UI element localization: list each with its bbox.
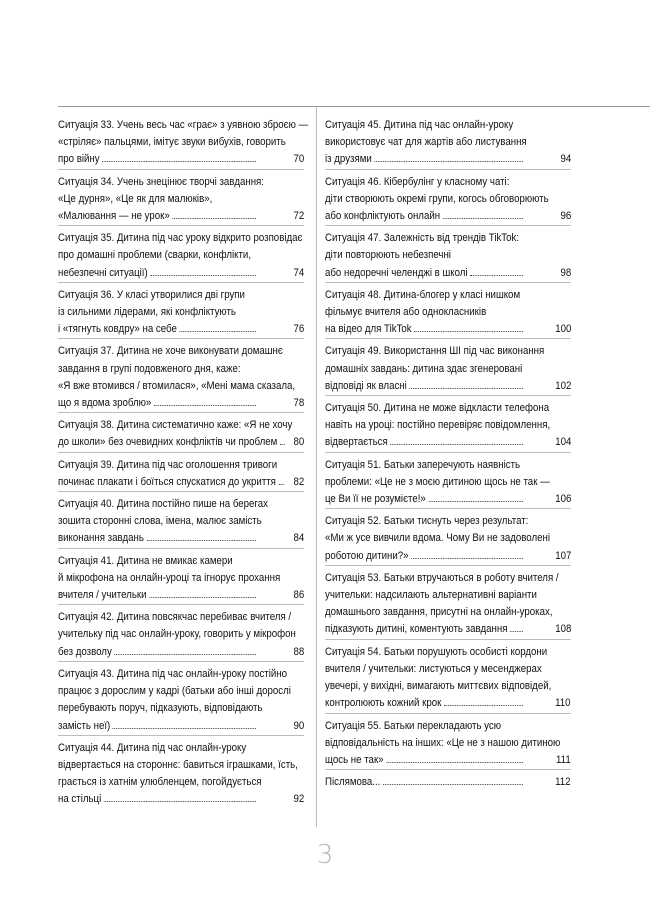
toc-entry-line [58, 395, 259, 412]
toc-entry[interactable] [325, 170, 571, 227]
dot-leader [411, 558, 523, 559]
column-divider [316, 107, 317, 827]
toc-entry-line: домашнього завдання, присутні на онлайн-уроках, [325, 606, 553, 619]
toc-entry[interactable] [58, 339, 304, 413]
toc-entry-line: навіть на уроці: постійно перевіряє повідомлення, [325, 419, 551, 432]
toc-entry-line [325, 548, 526, 565]
toc-page-number: 76 [293, 323, 304, 336]
toc-entry[interactable] [325, 283, 571, 340]
toc-entry-line: перебувають поруч, підказують, відповідають [58, 702, 263, 715]
toc-entry-line: Ситуація 36. У класі утворилися дві групи [58, 288, 245, 301]
toc-entry-line [325, 265, 526, 282]
toc-entry-line: фільмує вчителя або однокласників [325, 306, 487, 319]
toc-entry-text: вчителя / учительки [58, 589, 147, 602]
toc-entry[interactable] [325, 339, 571, 396]
toc-entry[interactable] [58, 549, 304, 606]
toc-entry-line [58, 587, 259, 604]
toc-entry-line: відвертається на стороннє: бавиться іграшками, їсть, [58, 758, 298, 771]
toc-entry-line [325, 621, 526, 638]
toc-entry-text: або недоречні челенджі в школі [325, 266, 468, 279]
toc-entry[interactable] [325, 509, 571, 566]
dot-leader [179, 331, 256, 332]
toc-entry[interactable] [58, 605, 304, 662]
toc-entry-line [58, 265, 259, 282]
toc-entry-line: «стріляє» пальцями, імітує звуки вибухів, говорить [58, 136, 286, 149]
toc-entry-line: Ситуація 53. Батьки втручаються в роботу вчителя / [325, 571, 559, 584]
toc-entry-line: увечері, у вихідні, вимагають миттєвих відповідей, [325, 680, 552, 693]
dot-leader [386, 762, 523, 763]
toc-entry[interactable] [325, 770, 571, 791]
toc-entry-text: роботою дитини?» [325, 549, 409, 562]
dot-leader [149, 597, 256, 598]
toc-entry-line: учительки: надсилають альтернативні варіанти [325, 589, 537, 602]
toc-entry-text: і «тягнуть ковдру» на себе [58, 323, 177, 336]
toc-entry-line [325, 208, 526, 225]
toc-entry-line: Ситуація 38. Дитина систематично каже: «Я не хочу [58, 419, 293, 432]
dot-leader [428, 501, 523, 502]
toc-entry-line: Ситуація 43. Дитина під час онлайн-уроку постійно [58, 667, 288, 680]
toc-entry-line: Ситуація 47. Залежність від трендів TikTok: [325, 232, 520, 245]
toc-entry-text: або конфліктують онлайн [325, 210, 441, 223]
toc-page-number: 70 [293, 153, 304, 166]
toc-page-number: 78 [293, 397, 304, 410]
toc-entry-line: Ситуація 40. Дитина постійно пише на берегах [58, 498, 268, 511]
toc-entry-text: без дозволу [58, 645, 112, 658]
toc-page-number: 72 [293, 210, 304, 223]
toc-entry-text: замість неї) [58, 719, 111, 732]
dot-leader [374, 161, 523, 162]
toc-entry-line: діти створюють окремі групи, когось обговорюють [325, 192, 549, 205]
toc-entry-line: «Я вже втомився / втомилася», «Мені мама сказала, [58, 379, 296, 392]
toc-entry-text: щось не так» [325, 753, 384, 766]
toc-entry-line: Ситуація 49. Використання ШІ під час виконання [325, 345, 545, 358]
toc-page-number: 82 [293, 475, 304, 488]
dot-leader [154, 405, 256, 406]
toc-page-number: 94 [560, 153, 571, 166]
toc-entry-line [58, 791, 259, 808]
toc-entry-line: й мікрофона на онлайн-уроці та ігнорує прохання [58, 571, 281, 584]
toc-page-number: 88 [293, 645, 304, 658]
toc-entry-line: Ситуація 35. Дитина під час уроку відкрито розповідає [58, 232, 303, 245]
toc-entry-text: виконання завдань [58, 532, 144, 545]
toc-entry-line: Ситуація 50. Дитина не може відкласти телефона [325, 402, 550, 415]
toc-entry-text: це Ви її не розумієте!» [325, 493, 426, 506]
toc-entry-line: зошита сторонні слова, імена, малює замість [58, 515, 262, 528]
toc-entry-line [325, 434, 526, 451]
toc-entry-line: із сильними лідерами, які конфліктують [58, 306, 236, 319]
toc-page-number: 80 [293, 436, 304, 449]
toc-page-number: 104 [554, 436, 571, 449]
toc-entry-line [325, 752, 526, 769]
toc-entry-line: домашніх завдань: дитина здає згенеровані [325, 362, 523, 375]
dot-leader [113, 728, 256, 729]
toc-entry-line: Ситуація 54. Батьки порушують особисті кордони [325, 645, 548, 658]
toc-entry-line [58, 474, 276, 491]
toc-entry[interactable] [325, 566, 571, 640]
toc-entry-text: із друзями [325, 153, 372, 166]
dot-leader [414, 331, 523, 332]
toc-entry-text: Післямова... [325, 776, 381, 789]
toc-entry-line: Ситуація 37. Дитина не хоче виконувати домашнє [58, 345, 283, 358]
toc-entry[interactable] [58, 113, 309, 170]
toc-entry-line: працює з дорослим у кадрі (батьки або інші дорослі [58, 685, 291, 698]
toc-entry-text: відвертається [325, 436, 388, 449]
toc-entry[interactable] [58, 283, 304, 340]
dot-leader [150, 275, 256, 276]
toc-entry[interactable] [325, 113, 571, 170]
toc-entry-line: Ситуація 45. Дитина під час онлайн-уроку [325, 119, 514, 131]
toc-entry-line: вчителя / учительки: листуються у месенджерах [325, 662, 542, 675]
dot-leader [383, 784, 523, 785]
header-rule [58, 106, 650, 107]
toc-page-number: 86 [293, 589, 304, 602]
toc-entry-line: «Це дурня», «Це як для малюків», [58, 192, 213, 205]
toc-entry[interactable] [58, 170, 304, 227]
toc-entry-line [58, 530, 259, 547]
toc-entry-line [325, 491, 526, 508]
toc-entry-line [325, 378, 526, 395]
toc-entry[interactable] [325, 226, 571, 283]
dot-leader [444, 705, 523, 706]
toc-page-number: 90 [293, 719, 304, 732]
toc-entry[interactable] [325, 640, 571, 714]
toc-entry-line: «Ми ж усе вивчили вдома. Чому Ви не задоволені [325, 532, 550, 545]
toc-page-number: 98 [560, 266, 571, 279]
toc-entry-text: що я вдома зроблю» [58, 397, 152, 410]
toc-entry-line: Ситуація 46. Кібербулінг у класному чаті: [325, 175, 510, 188]
toc-entry-line [58, 644, 259, 661]
dot-leader [510, 631, 523, 632]
toc-entry-text: до школи» без очевидних конфліктів чи проблем [58, 436, 278, 449]
toc-entry-line: Ситуація 44. Дитина під час онлайн-уроку [58, 741, 247, 754]
toc-entry-text: контролюють кожний крок [325, 697, 442, 710]
toc-entry[interactable] [58, 736, 304, 809]
toc-entry[interactable] [58, 413, 304, 452]
toc-entry-line: Ситуація 42. Дитина повсякчас перебиває вчителя / [58, 611, 292, 624]
dot-leader [147, 540, 256, 541]
toc-page-number: 110 [555, 697, 571, 710]
toc-entry[interactable] [325, 396, 571, 453]
toc-column-right [325, 113, 571, 791]
toc-entry-line: Ситуація 41. Дитина не вмикає камери [58, 554, 233, 567]
toc-entry-line: завдання в групі подовженого дня, каже: [58, 362, 241, 375]
toc-entry-text: небезпечні ситуації) [58, 266, 148, 279]
dot-leader [280, 444, 285, 445]
toc-page-number: 96 [560, 210, 571, 223]
toc-entry[interactable] [325, 453, 571, 510]
toc-entry-line: Ситуація 34. Учень знецінює творчі завдання: [58, 175, 265, 188]
toc-entry-text: «Малювання — не урок» [58, 210, 170, 223]
dot-leader [114, 654, 256, 655]
toc-entry-line: проблеми: «Це не з моєю дитиною щось не так — [325, 475, 550, 488]
toc-entry[interactable] [325, 714, 571, 771]
toc-page-number: 111 [556, 753, 571, 766]
toc-entry-line: Ситуація 55. Батьки перекладають усю [325, 719, 502, 732]
toc-entry-line [58, 151, 259, 168]
dot-leader [409, 388, 523, 389]
toc-entry-line: про домашні проблеми (сварки, конфлікти, [58, 249, 252, 262]
toc-entry[interactable] [58, 662, 304, 736]
toc-entry-line [58, 208, 259, 225]
toc-page-number: 102 [554, 379, 571, 392]
toc-entry-line: грається із хатнім улюбленцем, погойдується [58, 776, 262, 789]
toc-entry-line [325, 321, 526, 338]
toc-entry-line: Ситуація 52. Батьки тиснуть через результат: [325, 515, 529, 528]
toc-entry-line: Ситуація 48. Дитина-блогер у класі нишком [325, 288, 521, 301]
page-number: 3 [316, 840, 334, 870]
toc-entry-line: використовує чат для жартів або листування [325, 136, 527, 149]
toc-entry-line [325, 695, 526, 712]
toc-page-number: 108 [554, 623, 571, 636]
toc-entry-text: на відео для TikTok [325, 323, 412, 336]
toc-entry-line: Ситуація 39. Дитина під час оголошення тривоги [58, 458, 278, 471]
toc-entry-line: відповідальність на інших: «Це не з нашою дитиною [325, 736, 561, 749]
dot-leader [104, 801, 256, 802]
toc-entry[interactable] [58, 453, 304, 492]
toc-entry-line [325, 151, 526, 168]
toc-entry[interactable] [58, 226, 304, 283]
dot-leader [390, 444, 523, 445]
dot-leader [172, 218, 256, 219]
toc-page-number: 74 [293, 266, 304, 279]
toc-entry[interactable] [58, 492, 304, 549]
toc-entry-text: відповіді як власні [325, 379, 407, 392]
toc-entry-line: учительку під час онлайн-уроку, говорить у мікрофон [58, 628, 296, 641]
dot-leader [443, 218, 523, 219]
toc-page-number: 92 [293, 793, 304, 806]
toc-entry-line: Ситуація 51. Батьки заперечують наявність [325, 458, 521, 471]
dot-leader [102, 161, 256, 162]
toc-entry-line [58, 434, 278, 451]
toc-entry-line [58, 718, 259, 735]
toc-entry-line: Ситуація 33. Учень весь час «грає» з уявною зброєю — [58, 119, 309, 131]
toc-entry-text: про війну [58, 153, 100, 166]
dot-leader [279, 484, 284, 485]
toc-page-number: 106 [554, 493, 571, 506]
toc-entry-text: починає плакати і боїться спускатися до укриття [58, 475, 276, 488]
toc-page-number: 112 [555, 776, 571, 789]
toc-page-number: 84 [293, 532, 304, 545]
toc-entry-line [58, 321, 259, 338]
dot-leader [470, 275, 523, 276]
toc-entry-text: на стільці [58, 793, 102, 806]
toc-entry-line [325, 774, 526, 791]
toc-page-number: 107 [554, 549, 571, 562]
toc-column-left [58, 113, 309, 809]
toc-entry-line: діти повторюють небезпечні [325, 249, 451, 262]
toc-entry-text: підказують дитині, коментують завдання [325, 623, 508, 636]
toc-page-number: 100 [554, 323, 571, 336]
